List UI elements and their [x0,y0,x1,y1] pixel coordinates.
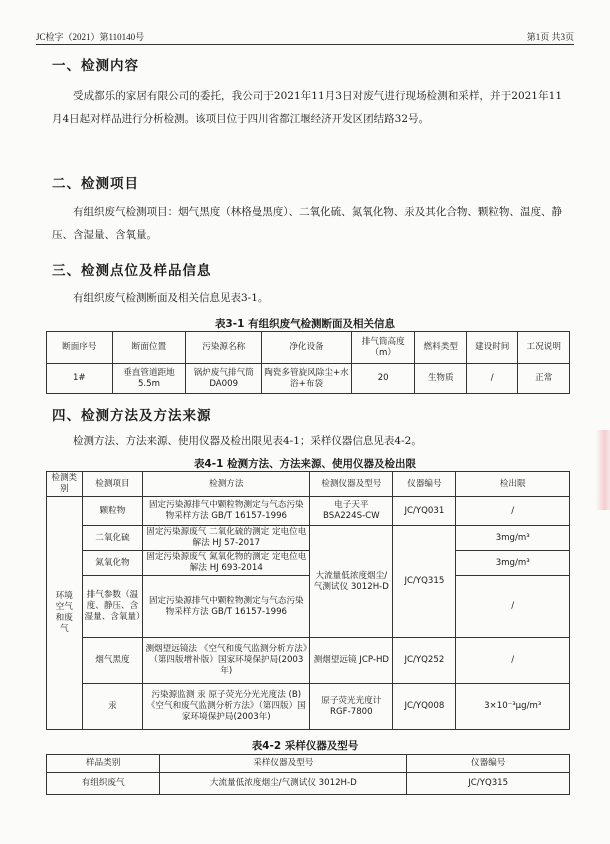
t41-method: 污染源监测 汞 原子荧光分光光度法 (B)《空气和废气监测分析方法》（第四版）国家环境保护局(2003年) [143,684,310,730]
t41-code: JC/YQ031 [393,497,456,526]
table-4-2-caption: 表4-2 采样仪器及型号 [251,740,359,752]
table-row [47,526,570,551]
table-row [47,497,570,526]
section-3-paragraph: 有组织废气检测断面及相关信息见表3-1。 [73,292,269,304]
t41-code: JC/YQ252 [393,638,456,684]
t31-cell: 垂直管道距地5.5m [112,364,186,394]
t31-cell: / [466,364,517,394]
t41-category: 环境空气和废气 [47,497,83,730]
t41-instrument: 测烟望远镜 JCP-HD [310,638,393,684]
table-4-2 [46,754,570,795]
t31-cell: 陶瓷多管旋风除尘+水浴+布袋 [262,364,352,394]
t31-cell: 生物质 [415,364,466,394]
t31-h-section-no: 断面序号 [47,332,113,364]
t41-instrument: 电子天平 BSA224S-CW [310,497,393,526]
table-row [47,773,570,795]
t41-limit: 3mg/m³ [456,526,570,551]
t42-h-code: 仪器编号 [407,755,570,773]
section-1-paragraph: 受成都乐的家居有限公司的委托，我公司于2021年11月3日对废气进行现场检测和采样，并于2021年11月4日起对样品进行分析检测。该项目位于四川省都江堰经济开发区团结路32号。 [52,90,562,125]
t41-limit: 3mg/m³ [456,551,570,576]
section-4-paragraph: 检测方法、方法来源、使用仪器及检出限见表4-1；采样仪器信息见表4-2。 [73,435,422,447]
t41-method: 固定污染源排气中颗粒物测定与气态污染物采样方法 GB/T 16157-1996 [143,576,310,638]
t42-h-instrument: 采样仪器及型号 [160,755,407,773]
t41-instrument: 原子荧光光度计 RGF-7800 [310,684,393,730]
t41-item: 颗粒物 [82,497,143,526]
table-row [47,551,570,576]
t42-cell: 有组织废气 [47,773,160,795]
section-2-body [52,201,562,247]
t41-item: 烟气黑度 [82,638,143,684]
t42-cell: 大流量低浓度烟尘/气测试仪 3012H-D [160,773,407,795]
t41-code: JC/YQ008 [393,684,456,730]
t31-h-source: 污染源名称 [186,332,262,364]
t31-cell: 正常 [518,364,570,394]
table-3-1 [46,331,570,394]
table-4-1-caption: 表4-1 检测方法、方法来源、使用仪器及检出限 [193,458,417,470]
t31-h-built: 建设时间 [466,332,517,364]
t31-cell: 1# [47,364,113,394]
section-3-body [52,287,562,310]
table-row [47,684,570,730]
t41-limit: 3×10⁻³μg/m³ [456,684,570,730]
t41-item: 氮氧化物 [82,551,143,576]
report-number: JC检字（2021）第110140号 [36,32,145,42]
t31-cell: 锅炉废气排气筒DA009 [186,364,262,394]
t41-h-instrument: 检测仪器及型号 [310,472,393,497]
t31-h-fuel: 燃料类型 [415,332,466,364]
table-row [47,364,570,394]
table-3-1-caption: 表3-1 有组织废气检测断面及相关信息 [214,318,396,330]
t41-method: 固定污染源废气 二氧化硫的测定 定电位电解法 HJ 57-2017 [143,526,310,551]
t41-limit: / [456,638,570,684]
table-4-1 [46,471,570,730]
table-row [47,576,570,638]
t31-cell: 20 [351,364,415,394]
section-4-body [52,430,562,453]
t31-h-condition: 工况说明 [518,332,570,364]
page-header [36,30,574,44]
t41-h-category: 检测类别 [47,472,83,497]
section-1-title: 一、检测内容 [52,58,139,74]
t41-limit: / [456,497,570,526]
section-2-paragraph: 有组织废气检测项目：烟气黑度（林格曼黑度）、二氧化硫、氮氧化物、汞及其化合物、颗粒物、温度、静压、含湿量、含氧量。 [52,206,562,241]
t42-cell: JC/YQ315 [407,773,570,795]
section-1-body [52,85,562,131]
t31-h-height: 排气筒高度（m） [351,332,415,364]
t41-item: 二氧化硫 [82,526,143,551]
t41-shared-instrument: 大流量低浓度烟尘/气测试仪 3012H-D [310,526,393,638]
seal-stamp-fragment [596,430,610,510]
t31-h-purifier: 净化设备 [262,332,352,364]
t41-method: 固定污染源废气 氮氧化物的测定 定电位电解法 HJ 693-2014 [143,551,310,576]
section-3-title: 三、检测点位及样品信息 [52,263,212,279]
t41-method: 固定污染源排气中颗粒物测定与气态污染物采样方法 GB/T 16157-1996 [143,497,310,526]
t42-h-category: 样品类别 [47,755,160,773]
section-2-title: 二、检测项目 [52,176,139,192]
t41-item: 排气参数（温度、静压、含湿量、含氧量） [82,576,143,638]
t41-h-limit: 检出限 [456,472,570,497]
header-rule [36,44,574,45]
t41-item: 汞 [82,684,143,730]
t31-h-location: 断面位置 [112,332,186,364]
t41-h-code: 仪器编号 [393,472,456,497]
t41-method: 测烟望远镜法 《空气和废气监测分析方法》（第四版增补版）国家环境保护局(2003年) [143,638,310,684]
t41-shared-code: JC/YQ315 [393,526,456,638]
page-number: 第1页 共3页 [526,32,574,42]
t41-limit: / [456,576,570,638]
t41-h-method: 检测方法 [143,472,310,497]
t41-h-item: 检测项目 [82,472,143,497]
section-4-title: 四、检测方法及方法来源 [52,408,212,424]
table-row [47,638,570,684]
